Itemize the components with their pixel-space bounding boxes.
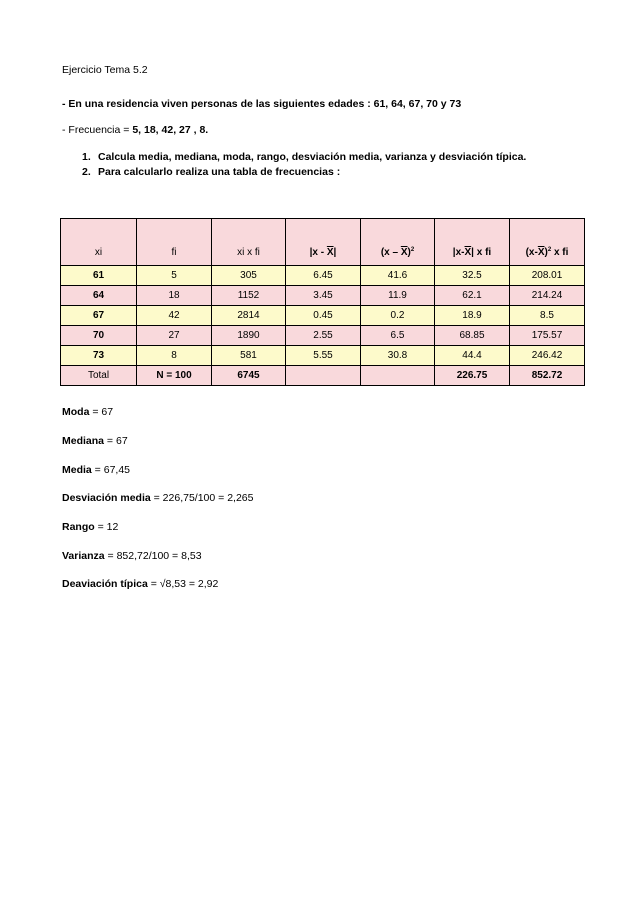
exercise-title: Ejercicio Tema 5.2 [62,64,148,76]
result-label: Mediana [62,435,105,447]
result-value: = √8,53 = 2,92 [147,578,219,590]
cell-xi-x-fi: 1890 [212,326,286,346]
cell-fi: 8 [137,346,212,366]
mean-symbol: $\overline{X}$ [326,247,334,258]
result-varianza [62,550,202,562]
header-part: | x fi [471,247,492,258]
cell-squared-deviation-x-fi: 175.57 [510,326,585,346]
task-number: 2. [82,166,91,178]
cell-xi: 73 [61,346,137,366]
exponent: 2 [410,247,415,253]
cell-abs-deviation-x-fi: 62.1 [435,286,510,306]
total-fi: N = 100 [137,366,212,386]
total-squared-deviation-x-fi: 852.72 [510,366,585,386]
cell-squared-deviation-x-fi: 8.5 [510,306,585,326]
table-row [61,326,585,346]
cell-xi: 70 [61,326,137,346]
result-desviacion-media [62,492,253,504]
result-label: Deaviación típica [62,578,148,590]
cell-xi-x-fi: 581 [212,346,286,366]
mean-symbol: $\overline{X}$ [537,247,545,258]
result-moda [62,406,113,418]
frequency-line [62,124,208,136]
header-part: x fi [551,247,569,258]
result-rango [62,521,118,533]
cell-squared-deviation: 6.5 [361,326,435,346]
table-total-row [61,366,585,386]
result-value: = 67 [89,406,114,418]
total-abs-deviation-x-fi: 226.75 [435,366,510,386]
header-squared-deviation-x-fi [510,219,585,266]
cell-squared-deviation: 11.9 [361,286,435,306]
result-value: = 67 [104,435,128,447]
cell-squared-deviation-x-fi: 208.01 [510,266,585,286]
task-item-1 [82,151,526,163]
mean-symbol: $\overline{X}$ [400,247,408,258]
cell-fi: 42 [137,306,212,326]
cell-fi: 5 [137,266,212,286]
header-xi: xi [61,219,137,266]
header-part: (x- [525,247,538,258]
header-squared-deviation [361,219,435,266]
header-part: |x- [452,247,465,258]
header-part: ) [407,247,411,258]
cell-abs-deviation-x-fi: 44.4 [435,346,510,366]
cell-xi-x-fi: 1152 [212,286,286,306]
table-header-row [61,219,585,266]
cell-abs-deviation: 2.55 [286,326,361,346]
header-part: ) [544,247,548,258]
result-value: = 12 [94,521,119,533]
task-number: 1. [82,151,91,163]
cell-fi: 18 [137,286,212,306]
result-label: Desviación media [62,492,151,504]
header-part: (x – [380,247,401,258]
problem-statement: - En una residencia viven personas de las siguientes edades : 61, 64, 67, 70 y 73 [62,98,462,110]
table-row [61,306,585,326]
task-text: Calcula media, mediana, moda, rango, desviación media, varianza y desviación típica. [98,151,527,163]
cell-squared-deviation-x-fi: 214.24 [510,286,585,306]
result-label: Media [62,464,92,476]
total-label: Total [61,366,137,386]
result-desviacion-tipica [62,578,218,590]
exponent: 2 [547,247,552,253]
cell-abs-deviation: 0.45 [286,306,361,326]
cell-abs-deviation-x-fi: 18.9 [435,306,510,326]
frequency-table [60,218,585,386]
total-squared-deviation [361,366,435,386]
cell-abs-deviation-x-fi: 32.5 [435,266,510,286]
task-item-2 [82,166,340,178]
total-abs-deviation [286,366,361,386]
cell-squared-deviation: 41.6 [361,266,435,286]
header-abs-deviation-x-fi [435,219,510,266]
cell-abs-deviation: 3.45 [286,286,361,306]
cell-xi-x-fi: 305 [212,266,286,286]
result-value: = 67,45 [91,464,131,476]
header-xi-x-fi: xi x fi [212,219,286,266]
cell-xi-x-fi: 2814 [212,306,286,326]
result-value: = 852,72/100 = 8,53 [104,550,202,562]
cell-abs-deviation: 5.55 [286,346,361,366]
result-label: Varianza [62,550,105,562]
result-value: = 226,75/100 = 2,265 [150,492,254,504]
cell-abs-deviation: 6.45 [286,266,361,286]
result-label: Rango [62,521,95,533]
frequency-values: 5, 18, 42, 27 , 8. [132,124,209,136]
header-part: | [333,247,337,258]
cell-abs-deviation-x-fi: 68.85 [435,326,510,346]
task-text: Para calcularlo realiza una tabla de frecuencias : [98,166,341,178]
cell-xi: 61 [61,266,137,286]
cell-squared-deviation: 30.8 [361,346,435,366]
header-fi: fi [137,219,212,266]
cell-xi: 67 [61,306,137,326]
cell-squared-deviation: 0.2 [361,306,435,326]
cell-fi: 27 [137,326,212,346]
header-part: |x - [309,247,327,258]
result-media [62,464,130,476]
total-xi-x-fi: 6745 [212,366,286,386]
result-label: Moda [62,406,90,418]
table-row [61,266,585,286]
frequency-label: - Frecuencia = [62,124,133,136]
mean-symbol: $\overline{X}$ [464,247,472,258]
table-row [61,346,585,366]
cell-xi: 64 [61,286,137,306]
header-abs-deviation [286,219,361,266]
table-row [61,286,585,306]
cell-squared-deviation-x-fi: 246.42 [510,346,585,366]
result-mediana [62,435,128,447]
